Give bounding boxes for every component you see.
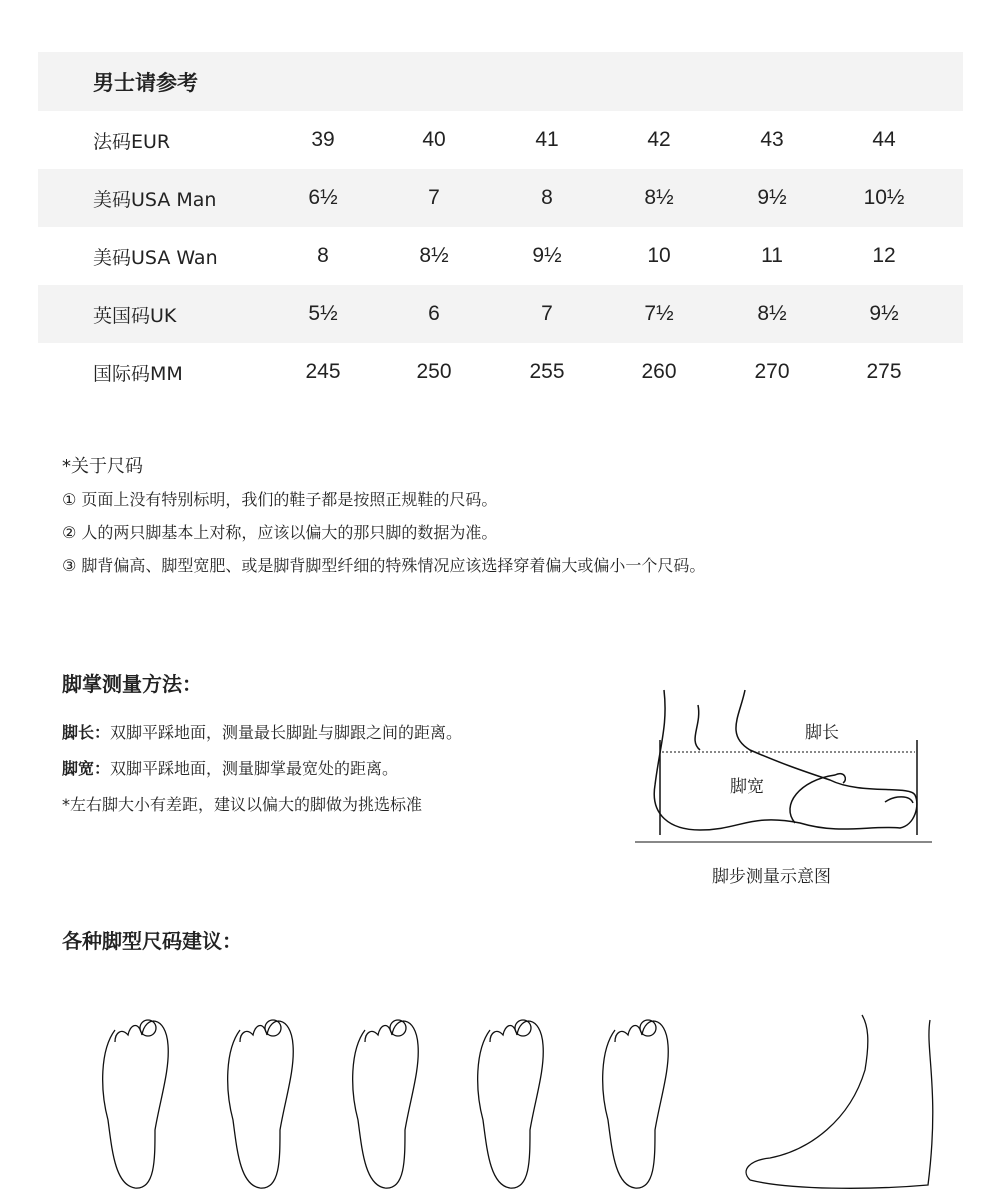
measure-title: 脚掌测量方法：: [62, 672, 202, 696]
width-text: 双脚平踩地面，测量脚掌最宽处的距离。: [110, 759, 399, 778]
size-cell: 12: [872, 244, 896, 267]
measure-tip: *左右脚大小有差距，建议以偏大的脚做为挑选标准: [62, 795, 423, 814]
foot-side-illustration: [630, 685, 940, 845]
length-label: 脚长：: [62, 723, 111, 742]
note-item: ① 页面上没有特别标明，我们的鞋子都是按照正规鞋的尺码。: [62, 490, 498, 509]
foot-sole-icon: [603, 1020, 669, 1188]
size-cell: 255: [529, 360, 565, 383]
size-cell: 39: [311, 128, 335, 151]
note-item: ② 人的两只脚基本上对称，应该以偏大的那只脚的数据为准。: [62, 523, 498, 542]
size-cell: 9½: [532, 244, 562, 267]
size-cell: 40: [422, 128, 446, 151]
size-cell: 43: [760, 128, 784, 151]
size-cell: 250: [416, 360, 452, 383]
size-cell: 10½: [863, 186, 905, 209]
foot-sole-icon: [353, 1020, 419, 1188]
foot-types-illustration: [90, 1010, 950, 1195]
size-cell: 42: [647, 128, 671, 151]
size-cell: 41: [535, 128, 559, 151]
foot-measure-diagram: [630, 685, 940, 849]
foot-length-label: 脚长: [805, 723, 839, 743]
size-table: [38, 52, 963, 401]
size-cell: 7½: [644, 302, 674, 325]
size-cell: 8: [541, 186, 553, 209]
size-cell: 245: [305, 360, 341, 383]
table-row: [38, 285, 963, 343]
foot-width-label: 脚宽: [730, 777, 764, 797]
note-item: ③ 脚背偏高、脚型宽肥、或是脚背脚型纤细的特殊情况应该选择穿着偏大或偏小一个尺码。: [62, 556, 706, 575]
foot-sole-icon: [103, 1020, 169, 1188]
row-label: 美码USA Wan: [93, 246, 218, 269]
width-label: 脚宽：: [62, 759, 111, 778]
size-cell: 8: [317, 244, 329, 267]
size-cell: 8½: [419, 244, 449, 267]
size-cell: 8½: [757, 302, 787, 325]
foot-types-title: 各种脚型尺码建议：: [62, 929, 242, 953]
size-notes: [62, 450, 705, 582]
foot-sole-icon: [478, 1020, 544, 1188]
size-cell: 275: [866, 360, 902, 383]
size-cell: 6: [428, 302, 440, 325]
size-cell: 44: [872, 128, 896, 151]
size-cell: 5½: [308, 302, 338, 325]
size-cell: 7: [428, 186, 440, 209]
row-label: 国际码MM: [93, 362, 183, 385]
size-cell: 9½: [757, 186, 787, 209]
foot-sole-icon: [228, 1020, 294, 1188]
row-label: 英国码UK: [93, 304, 177, 327]
size-cell: 11: [761, 244, 783, 267]
size-cell: 7: [541, 302, 553, 325]
size-cell: 10: [647, 244, 671, 267]
size-cell: 260: [641, 360, 677, 383]
table-title: 男士请参考: [38, 52, 963, 111]
size-cell: 6½: [308, 186, 338, 209]
table-row: [38, 111, 963, 169]
length-text: 双脚平踩地面，测量最长脚趾与脚跟之间的距离。: [110, 723, 463, 742]
size-cell: 9½: [869, 302, 899, 325]
row-label: 美码USA Man: [93, 188, 217, 211]
notes-title: *关于尺码: [62, 456, 143, 477]
table-row: [38, 343, 963, 401]
row-label: 法码EUR: [93, 130, 171, 153]
table-row: [38, 227, 963, 285]
size-cell: 8½: [644, 186, 674, 209]
measure-instructions: [62, 720, 462, 828]
diagram-caption: 脚步测量示意图: [712, 867, 831, 887]
size-cell: 270: [754, 360, 790, 383]
table-row: [38, 169, 963, 227]
